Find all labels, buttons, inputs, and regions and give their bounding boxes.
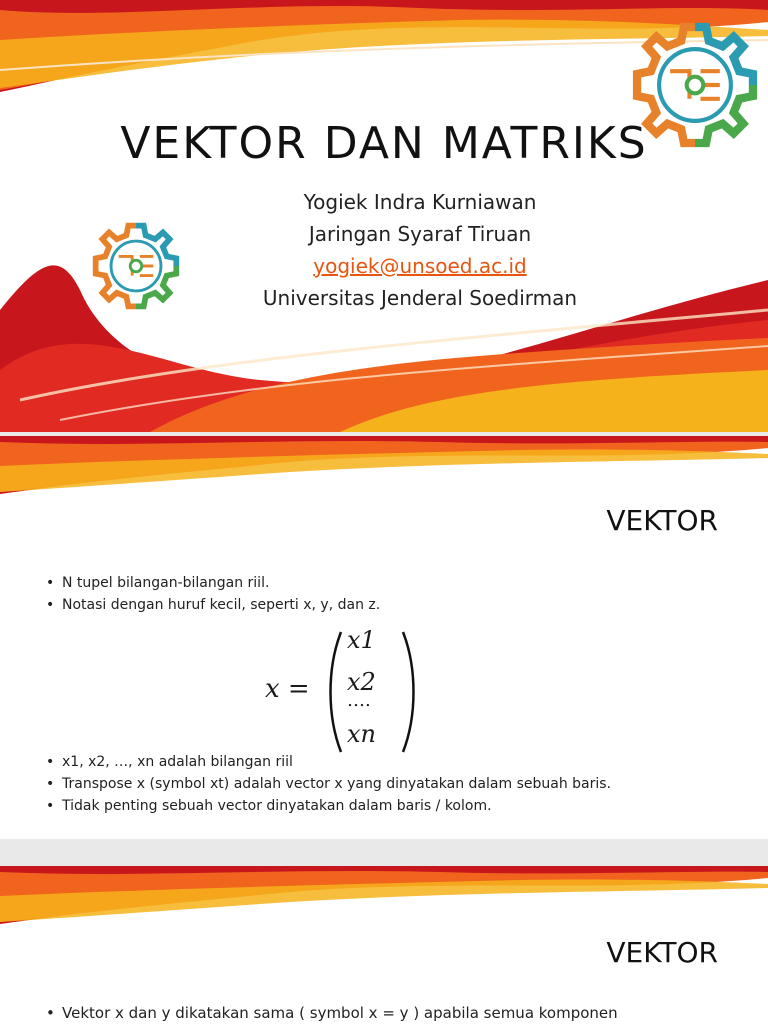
bullet-item: • x1, x2, …, xn adalah bilangan riil [42,751,611,773]
bullet-item: • Tidak penting sebuah vector dinyatakan dalam baris / kolom. [42,795,611,817]
top-swoosh-decoration [0,866,768,930]
bullet-list [42,1002,618,1024]
vector-entry: x2 [347,668,376,696]
vektor-slide-2 [0,866,768,1024]
slide-heading: VEKTOR [606,504,718,537]
top-swoosh-decoration [0,436,768,500]
bullet-item: • Transpose x (symbol xt) adalah vector x yang dinyatakan dalam sebuah baris. [42,773,611,795]
author-name: Yogiek Indra Kurniawan [303,190,537,214]
vektor-slide [0,436,768,839]
vector-entry: x1 [347,626,376,654]
equation-lhs: x = [265,674,310,704]
slide-heading: VEKTOR [606,936,718,969]
bullet-item: • N tupel bilangan-bilangan riil. [42,572,380,594]
bullet-list-bottom [42,751,611,817]
title-slide [0,0,768,432]
vector-entry: xn [347,720,376,748]
slide-divider [0,839,768,866]
course-name: Jaringan Syaraf Tiruan [308,222,532,246]
bullet-item: • Vektor x dan y dikatakan sama ( symbol x = y ) apabila semua komponen [42,1002,618,1024]
vector-entry: …. [347,690,371,711]
institution-name: Universitas Jenderal Soedirman [262,286,578,310]
email-link[interactable]: yogiek@unsoed.ac.id [313,254,527,278]
bullet-list-top [42,572,380,616]
slide-title: VEKTOR DAN MATRIKS [120,118,648,169]
bullet-item: • Notasi dengan huruf kecil, seperti x, y, dan z. [42,594,380,616]
vector-equation [265,628,425,756]
